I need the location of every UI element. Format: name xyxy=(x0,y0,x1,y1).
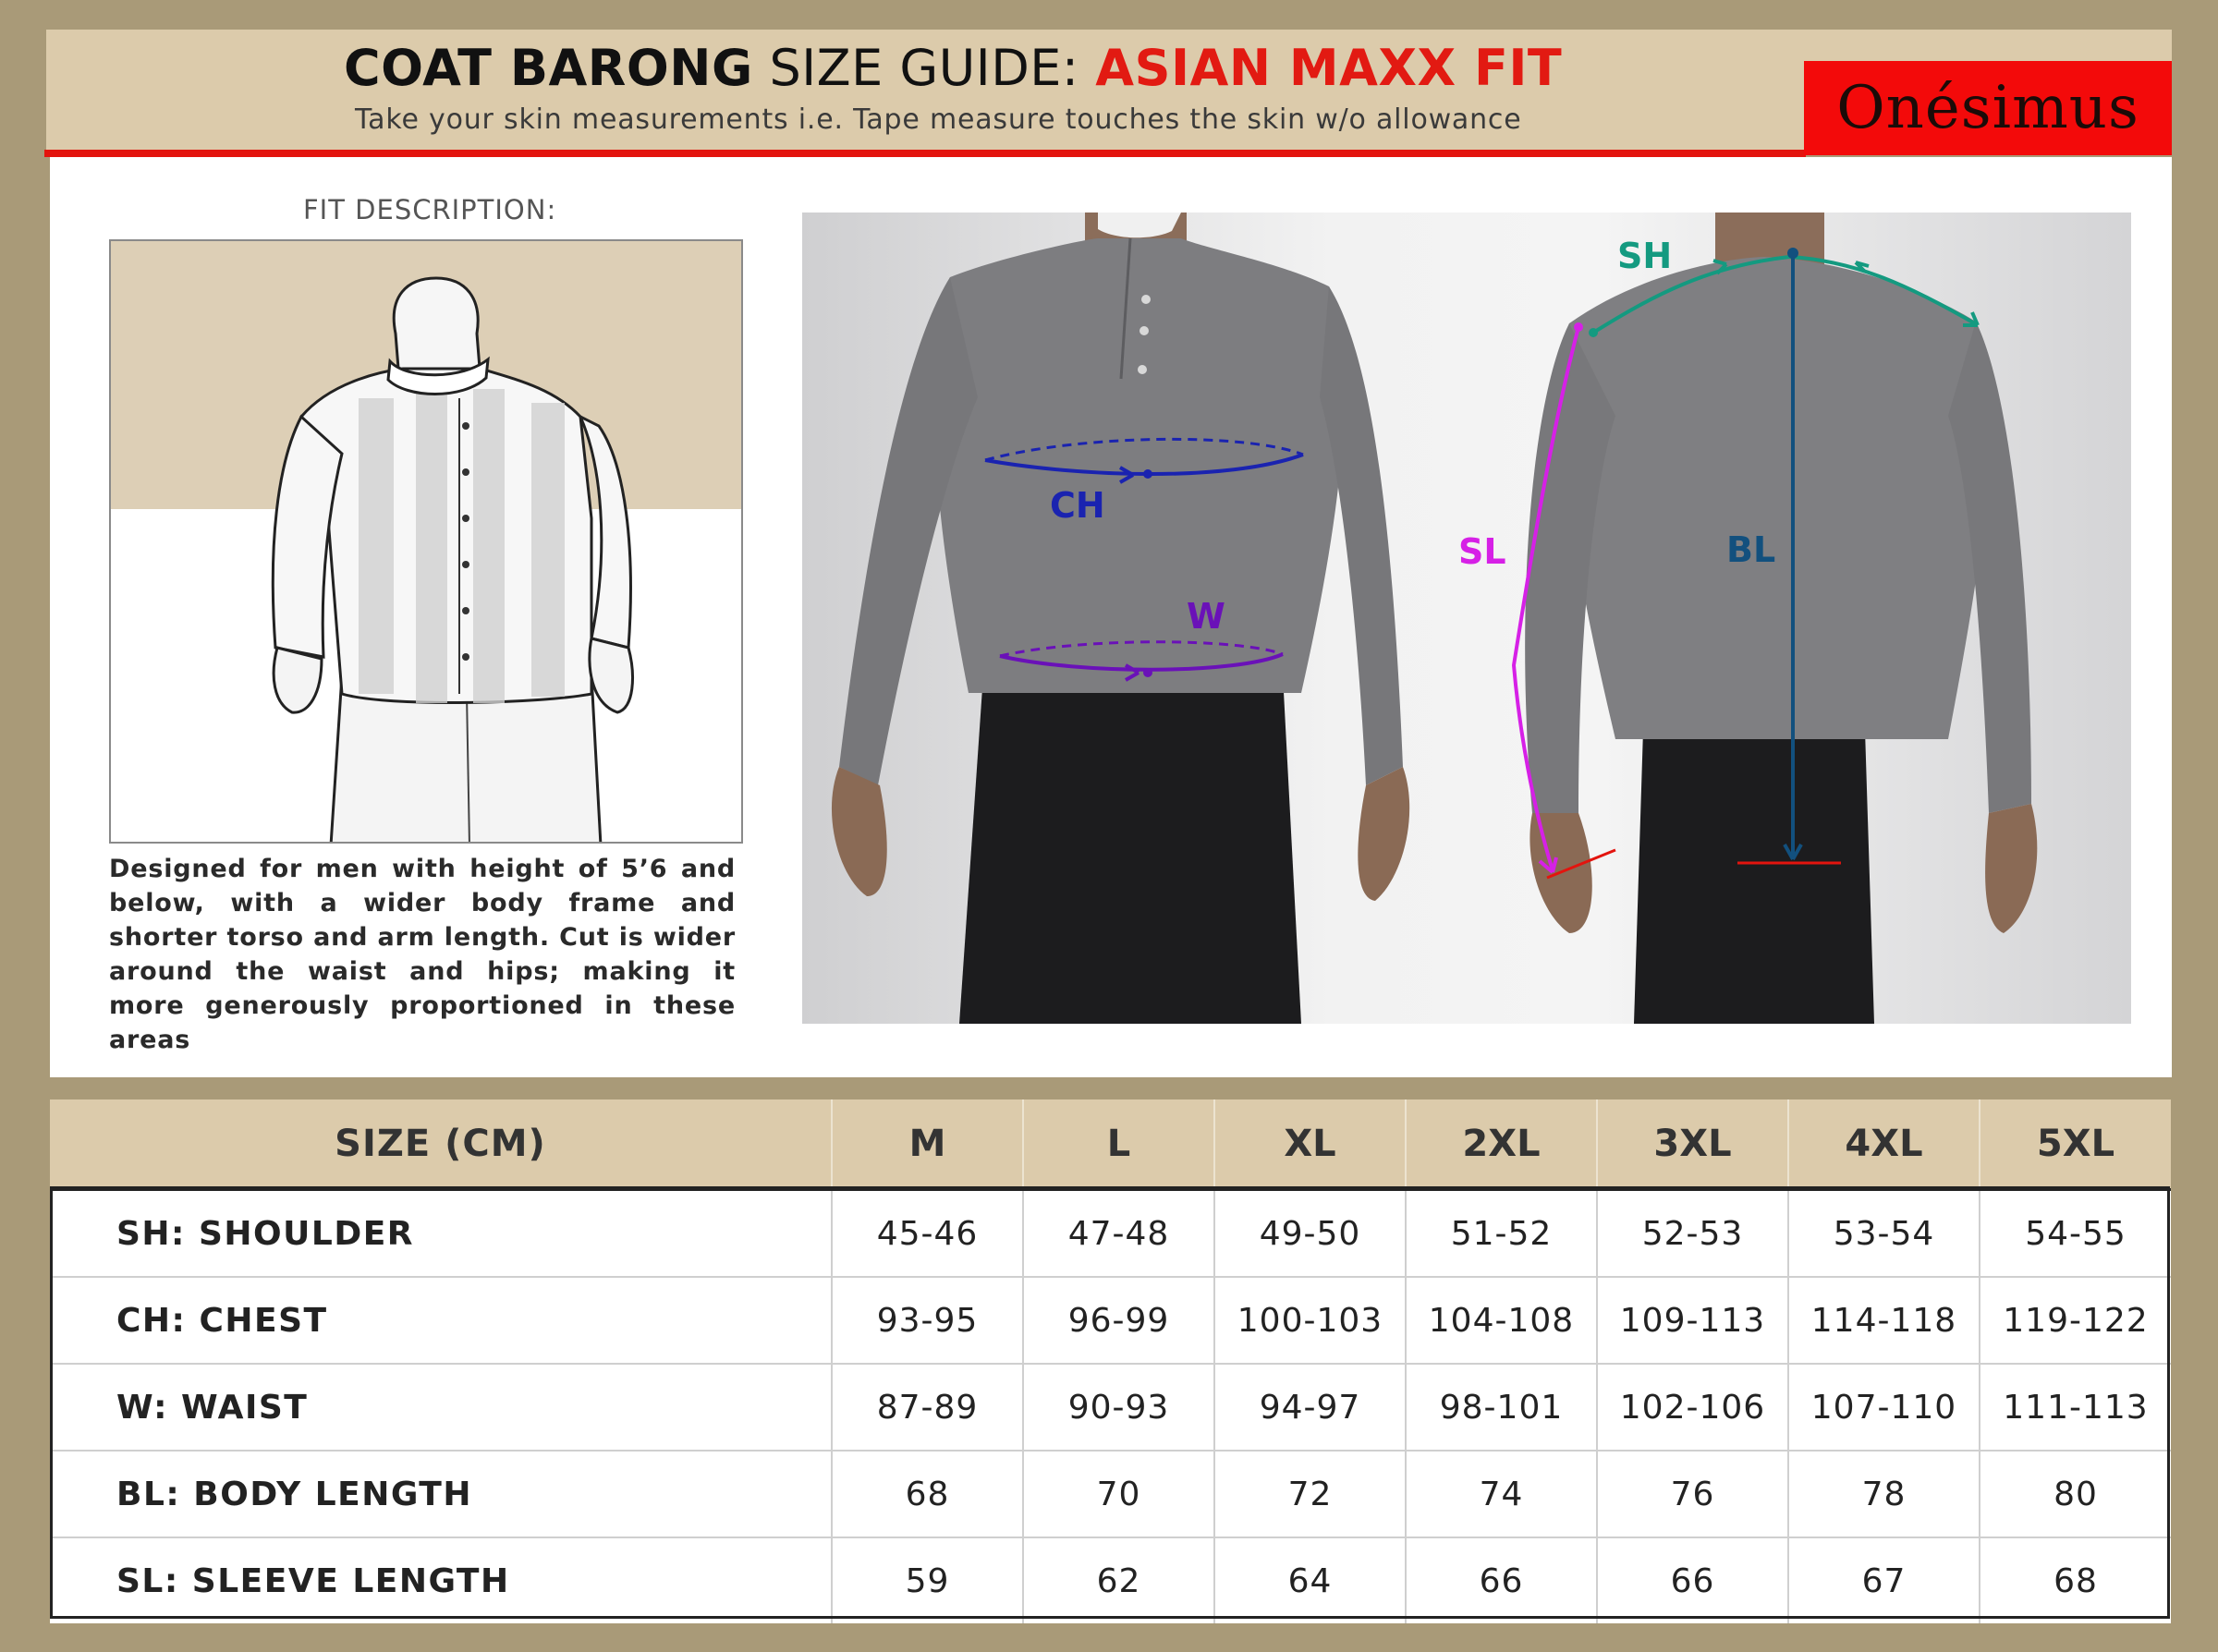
table-cell: 119-122 xyxy=(1980,1277,2171,1364)
table-cell: 62 xyxy=(1023,1537,1214,1623)
table-cell: 93-95 xyxy=(832,1277,1023,1364)
table-cell: 45-46 xyxy=(832,1190,1023,1278)
table-row-shoulder xyxy=(50,1190,2171,1278)
fit-description-label: FIT DESCRIPTION: xyxy=(303,194,557,225)
title-fit: ASIAN MAXX FIT xyxy=(1095,39,1563,97)
title-guide: SIZE GUIDE: xyxy=(752,39,1096,97)
table-cell: 87-89 xyxy=(832,1364,1023,1451)
table-cell: 94-97 xyxy=(1214,1364,1406,1451)
table-cell: 67 xyxy=(1788,1537,1980,1623)
fit-description: Designed for men with height of 5’6 and below, with a wider body frame and shorter torso and arm length. Cut is wider around the waist and hips; making it more generously proportioned in these areas xyxy=(109,855,736,1054)
row-label-body-length: BL: BODY LENGTH xyxy=(50,1451,832,1537)
size-header-5xl: 5XL xyxy=(1980,1099,2171,1190)
row-label-shoulder: SH: SHOULDER xyxy=(50,1190,832,1278)
table-row-sleeve-length xyxy=(50,1537,2171,1623)
table-row-waist xyxy=(50,1364,2171,1451)
size-header-4xl: 4XL xyxy=(1788,1099,1980,1190)
table-row-body-length xyxy=(50,1451,2171,1537)
chest-marker-label: CH xyxy=(1050,485,1105,526)
measurement-photo-drawing xyxy=(802,213,2131,1024)
table-cell: 76 xyxy=(1597,1451,1788,1537)
size-header-m: M xyxy=(832,1099,1023,1190)
shoulder-marker-label: SH xyxy=(1617,236,1673,276)
table-cell: 68 xyxy=(832,1451,1023,1537)
waist-marker-label: W xyxy=(1187,596,1225,637)
table-header-row xyxy=(50,1099,2171,1190)
table-cell: 90-93 xyxy=(1023,1364,1214,1451)
page-title xyxy=(344,39,1562,97)
brand-logo-text: Onésimus xyxy=(1836,74,2139,142)
table-cell: 72 xyxy=(1214,1451,1406,1537)
table-cell: 98-101 xyxy=(1406,1364,1597,1451)
size-header-l: L xyxy=(1023,1099,1214,1190)
table-cell: 111-113 xyxy=(1980,1364,2171,1451)
table-cell: 104-108 xyxy=(1406,1277,1597,1364)
size-header-2xl: 2XL xyxy=(1406,1099,1597,1190)
table-cell: 68 xyxy=(2053,1561,2098,1600)
table-cell: 80 xyxy=(1980,1451,2171,1537)
table-cell: 100-103 xyxy=(1214,1277,1406,1364)
size-unit-header: SIZE (CM) xyxy=(50,1099,832,1190)
table-row-chest xyxy=(50,1277,2171,1364)
table-cell: 54-55 xyxy=(1980,1190,2171,1278)
table-cell: 49-50 xyxy=(1214,1190,1406,1278)
table-cell: 53-54 xyxy=(1788,1190,1980,1278)
table-cell: 59 xyxy=(832,1537,1023,1623)
table-cell: 78 xyxy=(1788,1451,1980,1537)
row-label-waist: W: WAIST xyxy=(50,1364,832,1451)
table-cell: 47-48 xyxy=(1023,1190,1214,1278)
body-length-marker-label: BL xyxy=(1726,529,1776,570)
sleeve-length-marker-label: SL xyxy=(1458,531,1506,572)
table-cell: 64 xyxy=(1214,1537,1406,1623)
row-label-sleeve-length: SL: SLEEVE LENGTH xyxy=(50,1537,832,1623)
table-cell: 66 xyxy=(1597,1537,1788,1623)
table-cell: 74 xyxy=(1406,1451,1597,1537)
size-header-3xl: 3XL xyxy=(1597,1099,1788,1190)
measurement-photo xyxy=(802,213,2131,1024)
table-cell: 96-99 xyxy=(1023,1277,1214,1364)
table-cell: 107-110 xyxy=(1788,1364,1980,1451)
size-table xyxy=(50,1099,2171,1623)
table-cell: 109-113 xyxy=(1597,1277,1788,1364)
size-header-xl: XL xyxy=(1214,1099,1406,1190)
header-divider xyxy=(44,150,1806,157)
row-label-chest: CH: CHEST xyxy=(50,1277,832,1364)
fit-sketch xyxy=(109,239,743,844)
table-cell: 114-118 xyxy=(1788,1277,1980,1364)
table-cell: 102-106 xyxy=(1597,1364,1788,1451)
table-cell: 52-53 xyxy=(1597,1190,1788,1278)
page-subtitle: Take your skin measurements i.e. Tape measure touches the skin w/o allowance xyxy=(355,103,1522,136)
table-cell: 51-52 xyxy=(1406,1190,1597,1278)
table-cell: 66 xyxy=(1406,1537,1597,1623)
title-brand: COAT BARONG xyxy=(344,39,753,97)
table-cell: 70 xyxy=(1023,1451,1214,1537)
barong-sketch-illustration xyxy=(111,241,743,844)
brand-logo xyxy=(1804,61,2172,155)
